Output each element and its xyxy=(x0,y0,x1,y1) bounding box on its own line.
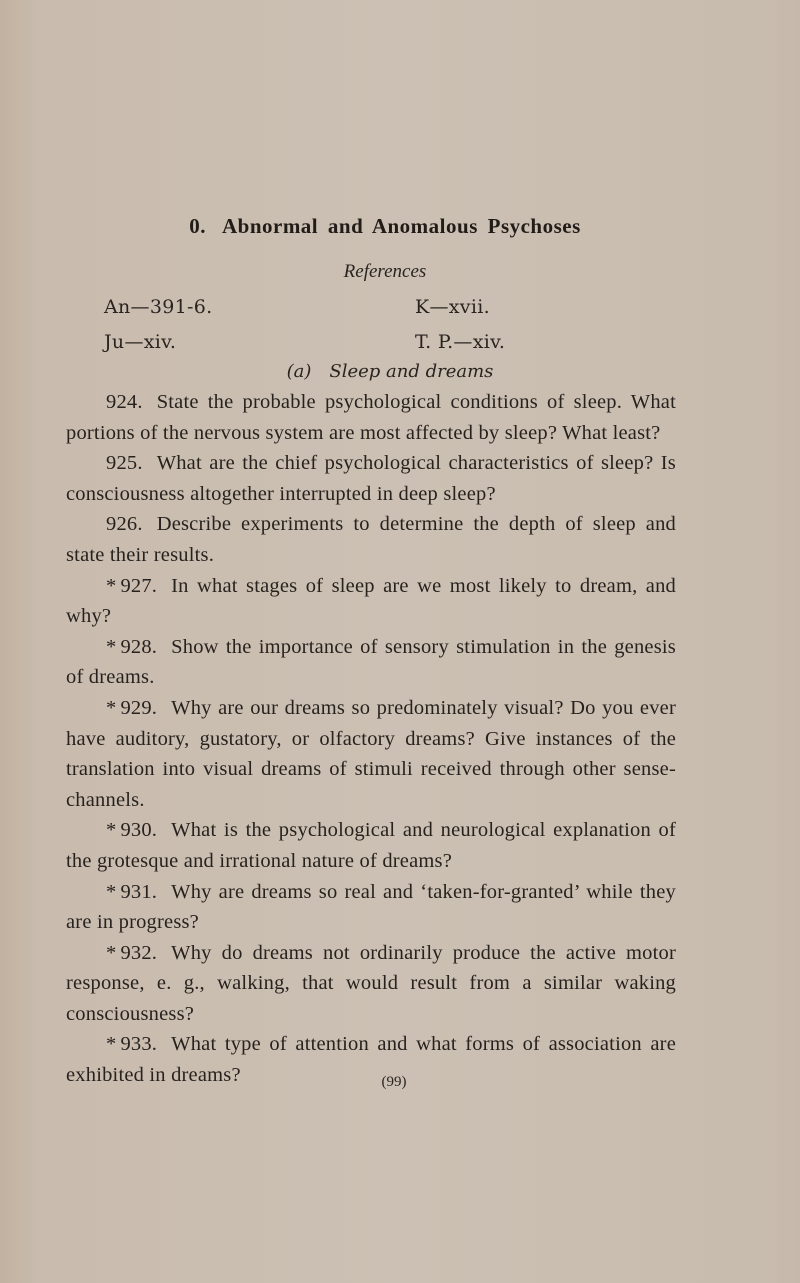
question-text: What are the chief psychological characteristics of sleep? Is consciousness altogether interrupted in deep sleep? xyxy=(66,452,676,505)
question-number: 930. xyxy=(120,819,158,842)
question-item xyxy=(66,571,676,632)
question-number: 928. xyxy=(120,635,158,658)
question-number: 932. xyxy=(120,941,158,964)
section-heading xyxy=(0,361,800,382)
question-text: What is the psychological and neurological explanation of the grotesque and irrational nature of dreams? xyxy=(66,819,676,872)
question-item xyxy=(66,632,676,693)
reference-item: T. P.—xiv. xyxy=(415,331,506,353)
question-item xyxy=(66,938,676,1030)
question-item xyxy=(66,509,676,570)
question-number: 931. xyxy=(120,880,158,903)
asterisk-marker: * xyxy=(106,574,117,597)
question-item xyxy=(66,693,676,815)
asterisk-marker: * xyxy=(106,635,117,658)
page-number: (99) xyxy=(381,1074,407,1090)
question-item xyxy=(66,387,676,448)
asterisk-marker: * xyxy=(106,696,117,719)
asterisk-marker: * xyxy=(106,941,117,964)
question-list xyxy=(66,387,676,1091)
section-title: Sleep and dreams xyxy=(329,361,494,382)
question-text: State the probable psychological conditions of sleep. What portions of the nervous system are most affected by sleep? What least? xyxy=(66,391,676,444)
question-number: 927. xyxy=(120,574,158,597)
question-item xyxy=(66,877,676,938)
question-text: Show the importance of sensory stimulation in the genesis of dreams. xyxy=(66,635,676,689)
reference-item: An—391-6. xyxy=(104,296,213,318)
question-number: 929. xyxy=(120,696,158,719)
references-heading: References xyxy=(343,261,427,282)
chapter-number: 0. xyxy=(189,214,206,238)
question-text: What type of attention and what forms of association are exhibited in dreams? xyxy=(66,1033,676,1087)
chapter-title xyxy=(0,214,800,239)
section-letter: (a) xyxy=(286,361,312,382)
chapter-title-text: Abnormal and Anomalous Psychoses xyxy=(221,214,581,238)
reference-item: K—xvii. xyxy=(415,296,490,318)
asterisk-marker: * xyxy=(106,1033,117,1056)
question-number: 924. xyxy=(106,391,143,413)
asterisk-marker: * xyxy=(106,819,117,842)
question-number: 925. xyxy=(106,452,143,475)
asterisk-marker: * xyxy=(106,880,117,903)
question-number: 933. xyxy=(120,1033,158,1056)
question-text: Why do dreams not ordinarily produce the active motor response, e. g., walking, that would result from a similar waking consciousness? xyxy=(66,941,676,1025)
question-item xyxy=(66,815,676,876)
question-item xyxy=(66,448,676,509)
question-text: Why are our dreams so predominately visual? Do you ever have auditory, gustatory, or olfactory dreams? Give instances of the translation into visual dreams of stimuli received through other sense-channels. xyxy=(66,696,676,811)
reference-item: Ju—xiv. xyxy=(104,331,177,353)
question-text: Describe experiments to determine the depth of sleep and state their results. xyxy=(66,513,676,566)
question-text: Why are dreams so real and ‘taken-for-granted’ while they are in progress? xyxy=(66,880,676,934)
question-number: 926. xyxy=(106,513,143,536)
question-text: In what stages of sleep are we most likely to dream, and why? xyxy=(66,574,676,628)
